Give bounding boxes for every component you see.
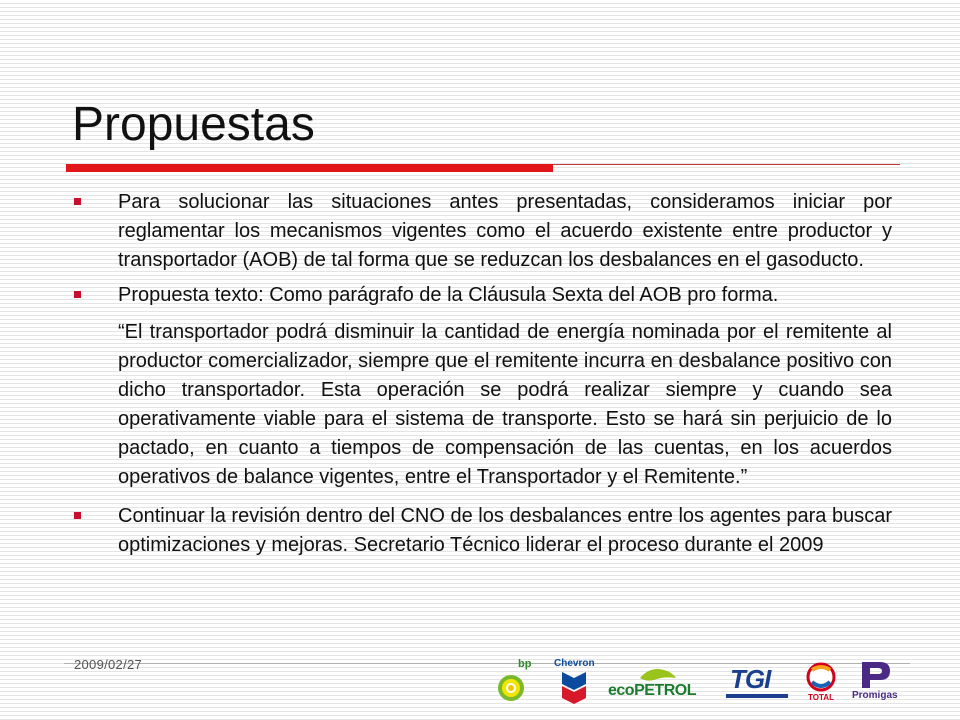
bp-logo-text: bp (518, 658, 532, 670)
tgi-logo (726, 662, 792, 704)
title-underline-accent (66, 164, 553, 172)
bullet-item (74, 188, 892, 275)
slide-body (74, 188, 892, 560)
promigas-p-icon (856, 660, 896, 690)
chevron-logo-text: Chevron (554, 658, 595, 669)
ecopetrol-logo (608, 662, 716, 704)
chevron-logo (554, 658, 594, 706)
promigas-logo-text: Promigas (852, 690, 898, 701)
slide-date: 2009/02/27 (74, 657, 143, 672)
quoted-proposal (74, 318, 892, 492)
title-underline-thin (553, 164, 900, 165)
slide-title: Propuestas (72, 98, 315, 151)
promigas-logo (852, 660, 910, 706)
bullet-item (74, 281, 892, 310)
quote-text: “El transportador podrá disminuir la cantidad de energía nominada por el remitente al productor comercializador, siempre que el remitente incurra en desbalance positivo con dicho transportador. Esta operación se podrá realizar siempre y cuando sea operativamente viable para el sistema de transporte. Esto se hará sin perjuicio de lo pactado, en cuanto a tiempos de compensación de las cuentas, en los acuerdos operativos de balance vigentes, entre el Transportador y el Remitente.” (118, 321, 892, 488)
bullet-text: Propuesta texto: Como parágrafo de la Cláusula Sexta del AOB pro forma. (118, 284, 779, 306)
square-bullet-icon (74, 198, 81, 205)
total-logo-text: TOTAL (808, 693, 834, 702)
tgi-logo-bar (726, 694, 788, 698)
bp-logo (494, 658, 532, 706)
bullet-text: Para solucionar las situaciones antes presentadas, consideramos iniciar por reglamentar los mecanismos vigentes como el acuerdo existente entre productor y transportador (AOB) de tal forma que se reduzcan los desbalances en el gasoducto. (118, 191, 892, 271)
tgi-logo-text: TGI (730, 664, 771, 694)
total-logo (804, 660, 838, 704)
square-bullet-icon (74, 512, 81, 519)
total-globe-icon (804, 660, 838, 694)
chevron-emblem-icon (554, 658, 594, 706)
iguana-icon (638, 662, 678, 684)
sponsor-logos (488, 658, 918, 708)
bullet-text: Continuar la revisión dentro del CNO de los desbalances entre los agentes para buscar optimizaciones y mejoras. Secretario Técnico liderar el proceso durante el 2009 (118, 505, 892, 556)
bullet-item (74, 502, 892, 560)
square-bullet-icon (74, 291, 81, 298)
ecopetrol-logo-text: ecoPETROL (608, 682, 696, 699)
